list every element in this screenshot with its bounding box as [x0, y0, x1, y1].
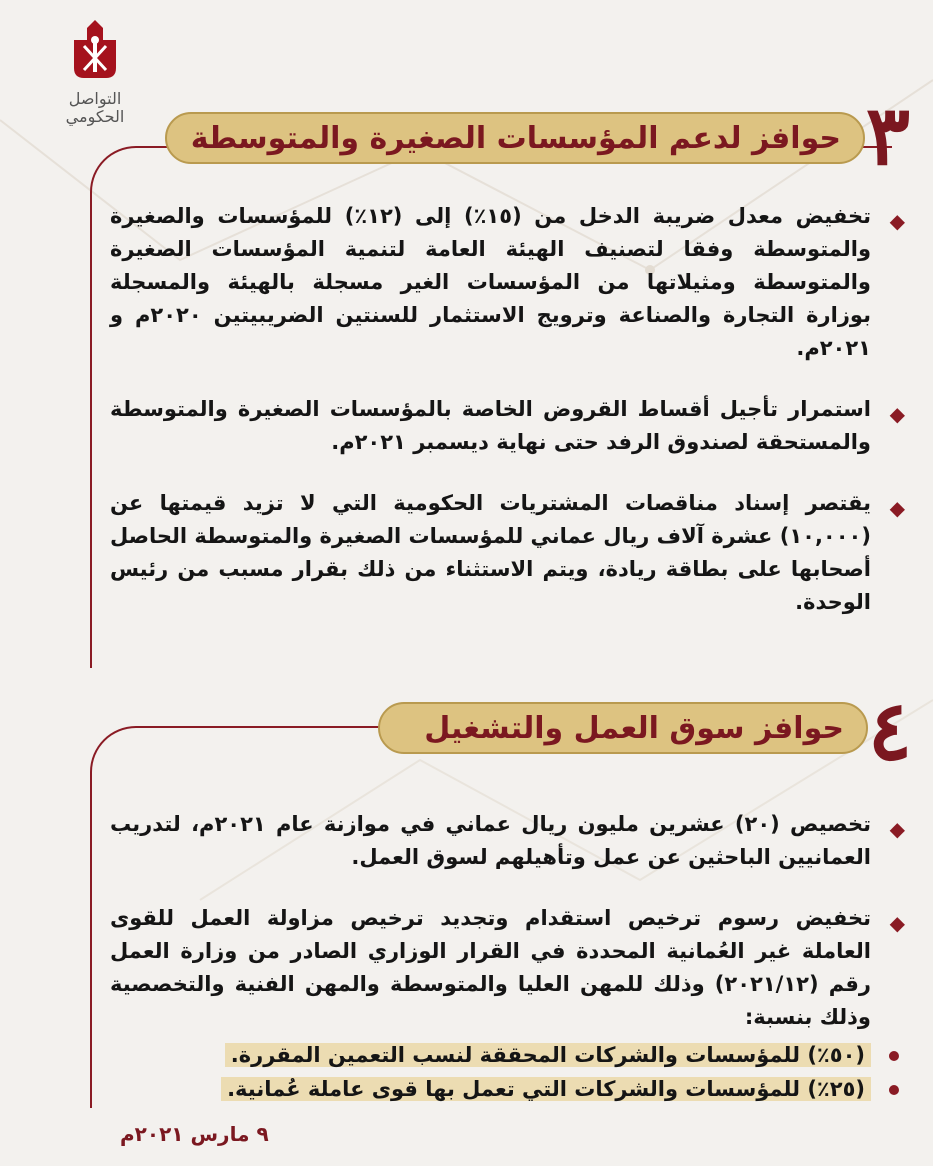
- list-item: [110, 902, 905, 1034]
- sub-list-item: [110, 1074, 905, 1104]
- section3-list: [110, 200, 905, 647]
- diamond-bullet-icon: ◆: [889, 911, 905, 935]
- list-item: [110, 808, 905, 874]
- list-item: [110, 200, 905, 365]
- item-text: تخفيض معدل ضريبة الدخل من (١٥٪) إلى (١٢٪) للمؤسسات والصغيرة والمتوسطة وفقا لتصنيف الهيئة العامة لتنمية المؤسسات الصغيرة والمتوسطة ومثيلاتها من المؤسسات الغير مسجلة بالهيئة والمسجلة بوزارة التجارة والصناعة وترويج الاستثمار للسنتين الضريبيتين ٢٠٢٠م و ٢٠٢١م.: [110, 204, 871, 360]
- section4-heading: [378, 702, 868, 754]
- section3-title: حوافز لدعم المؤسسات الصغيرة والمتوسطة: [190, 120, 841, 156]
- circle-bullet-icon: [889, 1051, 899, 1061]
- diamond-bullet-icon: ◆: [889, 209, 905, 233]
- item-text: يقتصر إسناد مناقصات المشتريات الحكومية التي لا تزيد قيمتها عن (١٠,٠٠٠) عشرة آلاف ريال عماني للمؤسسات الصغيرة والمتوسطة الحاصل أصحابها على بطاقة ريادة، ويتم الاستثناء من ذلك بقرار مسبب من رئيس الوحدة.: [109, 491, 871, 614]
- sub-item-text: (٥٠٪) للمؤسسات والشركات المحققة لنسب التعمين المقررة.: [225, 1043, 871, 1067]
- section4-number: ٤: [868, 683, 913, 779]
- oman-emblem-icon: [70, 18, 120, 80]
- list-item: [110, 393, 905, 459]
- sub-item-text: (٢٥٪) للمؤسسات والشركات التي تعمل بها قوى عاملة عُمانية.: [221, 1077, 871, 1101]
- diamond-bullet-icon: ◆: [889, 496, 905, 520]
- section3-number: ٣: [866, 88, 911, 184]
- date-label: ٩ مارس ٢٠٢١م: [120, 1122, 269, 1146]
- logo-text: التواصل الحكومي: [65, 89, 125, 126]
- diamond-bullet-icon: ◆: [889, 817, 905, 841]
- logo: [40, 18, 150, 126]
- list-item: [110, 487, 905, 619]
- item-text: تخصيص (٢٠) عشرين مليون ريال عماني في موازنة عام ٢٠٢١م، لتدريب العمانيين الباحثين عن عمل وتأهيلهم لسوق العمل.: [110, 812, 871, 869]
- section4-title: حوافز سوق العمل والتشغيل: [424, 710, 844, 746]
- circle-bullet-icon: [889, 1085, 899, 1095]
- diamond-bullet-icon: ◆: [889, 402, 905, 426]
- item-text: تخفيض رسوم ترخيص استقدام وتجديد ترخيص مزاولة العمل للقوى العاملة غير العُمانية المحددة في القرار الوزاري الصادر من وزارة العمل رقم (٢٠٢١/١٢) وذلك للمهن العليا والمتوسطة والمهن الفنية والتخصصية وذلك بنسبة:: [110, 906, 871, 1029]
- section4-list: [110, 808, 905, 1108]
- item-text: استمرار تأجيل أقساط القروض الخاصة بالمؤسسات الصغيرة والمتوسطة والمستحقة لصندوق الرفد حتى نهاية ديسمبر ٢٠٢١م.: [110, 397, 871, 454]
- section3-heading: [165, 112, 865, 164]
- sub-list-item: [110, 1040, 905, 1070]
